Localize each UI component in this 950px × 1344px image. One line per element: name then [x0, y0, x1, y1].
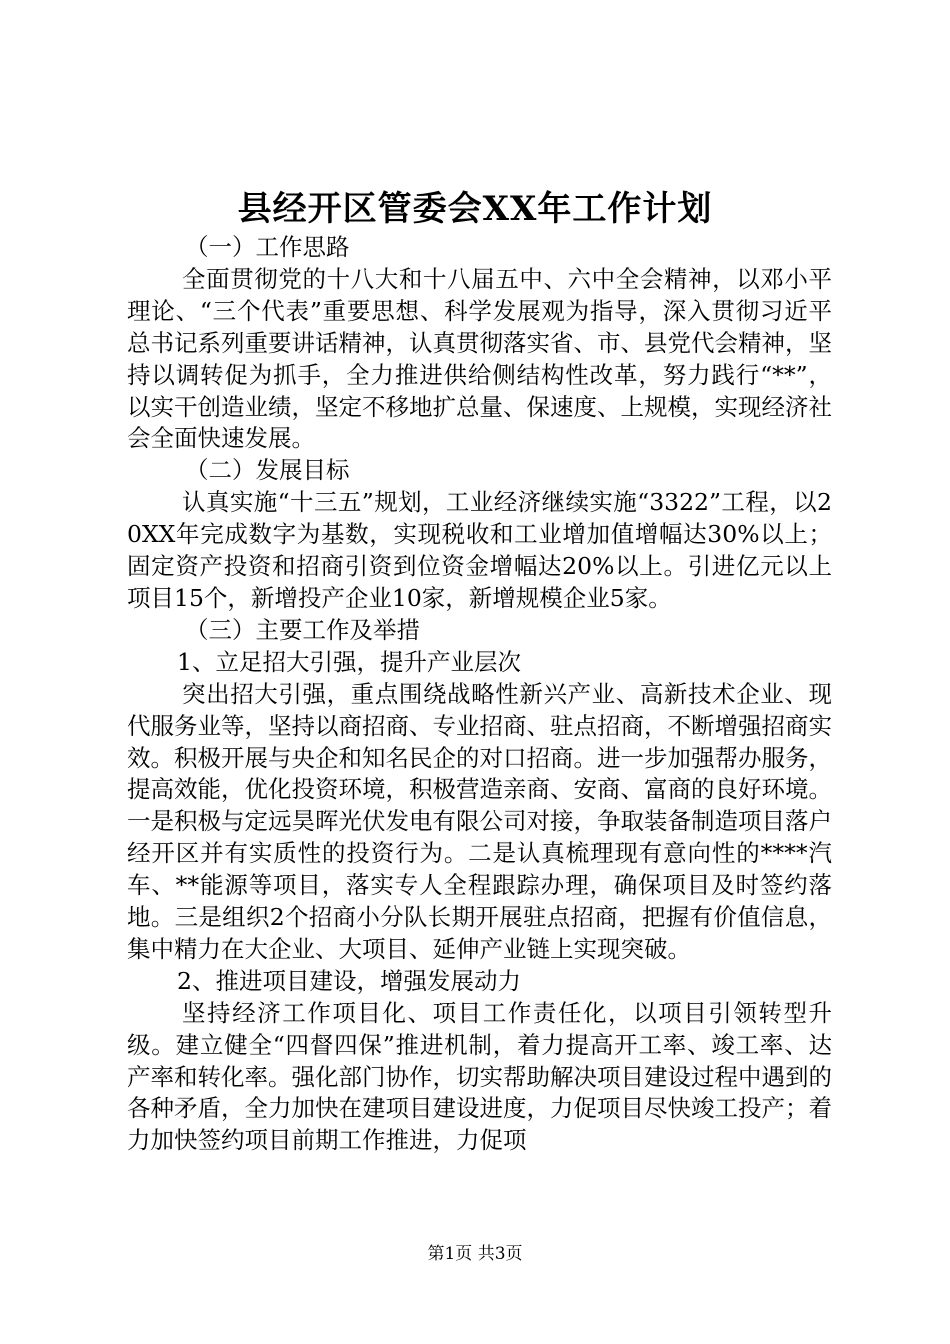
document-body [127, 232, 832, 1157]
subheading-investment-attraction: 1、立足招大引强，提升产业层次 [177, 647, 521, 676]
section-heading-main-work: （三）主要工作及举措 [185, 615, 420, 644]
subheading-project-construction: 2、推进项目建设，增强发展动力 [177, 966, 521, 995]
paragraph-development-goals: 认真实施“十三五”规划，工业经济继续实施“3322”工程，以20XX年完成数字为基数，实现税收和工业增加值增幅达30%以上；固定资产投资和招商引资到位资金增幅达20%以上。引进亿元以上项目15个，新增投产企业10家，新增规模企业5家。 [127, 488, 832, 612]
page-footer: 第1页 共3页 [427, 1244, 523, 1264]
section-heading-development-goals: （二）发展目标 [185, 456, 350, 485]
document-title: 县经开区管委会XX年工作计划 [237, 189, 713, 229]
paragraph-project-construction: 坚持经济工作项目化、项目工作责任化，以项目引领转型升级。建立健全“四督四保”推进机制，着力提高开工率、竣工率、达产率和转化率。强化部门协作，切实帮助解决项目建设过程中遇到的各种矛盾，全力加快在建项目建设进度，力促项目尽快竣工投产；着力加快签约项目前期工作推进，力促项 [127, 998, 832, 1155]
section-heading-work-approach: （一）工作思路 [185, 233, 350, 261]
paragraph-work-approach: 全面贯彻党的十八大和十八届五中、六中全会精神，以邓小平理论、“三个代表”重要思想、科学发展观为指导，深入贯彻习近平总书记系列重要讲话精神，认真贯彻落实省、市、县党代会精神，坚持以调转促为抓手，全力推进供给侧结构性改革，努力践行“**”，以实干创造业绩，坚定不移地扩总量、保速度、上规模，实现经济社会全面快速发展。 [127, 264, 832, 453]
paragraph-investment-attraction: 突出招大引强，重点围绕战略性新兴产业、高新技术企业、现代服务业等，坚持以商招商、专业招商、驻点招商，不断增强招商实效。积极开展与央企和知名民企的对口招商。进一步加强帮办服务，提高效能，优化投资环境，积极营造亲商、安商、富商的良好环境。一是积极与定远昊晖光伏发电有限公司对接，争取装备制造项目落户经开区并有实质性的投资行为。二是认真梳理现有意向性的****汽车、**能源等项目，落实专人全程跟踪办理，确保项目及时签约落地。三是组织2个招商小分队长期开展驻点招商，把握有价值信息，集中精力在大企业、大项目、延伸产业链上实现突破。 [127, 679, 832, 963]
